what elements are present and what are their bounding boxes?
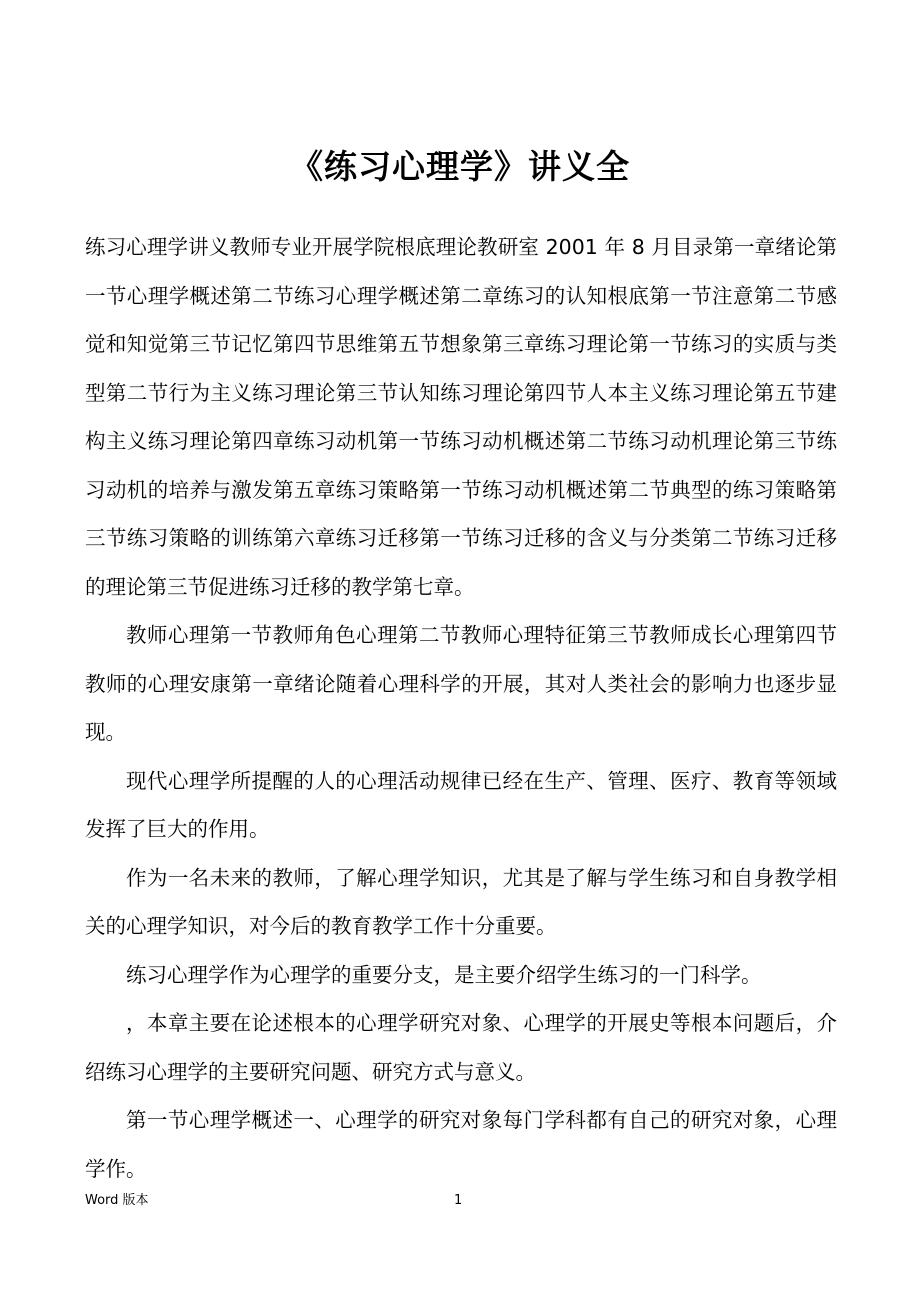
paragraph-3: 现代心理学所提醒的人的心理活动规律已经在生产、管理、医疗、教育等领域发挥了巨大的作用。 [85,768,837,841]
paragraph-5: 练习心理学作为心理学的重要分支，是主要介绍学生练习的一门科学。 [126,962,762,987]
document-title: 《练习心理学》讲义全 [290,147,630,186]
paragraph-2: 教师心理第一节教师角色心理第二节教师心理特征第三节教师成长心理第四节教师的心理安康第一章绪论随着心理科学的开展，其对人类社会的影响力也逐步显现。 [85,623,837,744]
paragraph-6: ，本章主要在论述根本的心理学研究对象、心理学的开展史等根本问题后，介绍练习心理学的主要研究问题、研究方式与意义。 [85,1011,837,1084]
footer-label: Word 版本 [85,1193,149,1208]
paragraph-7: 第一节心理学概述一、心理学的研究对象每门学科都有自己的研究对象，心理学作。 [85,1108,837,1181]
document-body [85,223,837,1193]
footer-page-number: 1 [454,1193,463,1208]
paragraph-4: 作为一名未来的教师，了解心理学知识，尤其是了解与学生练习和自身教学相关的心理学知识，对今后的教育教学工作十分重要。 [85,865,837,938]
paragraph-table-of-contents: 练习心理学讲义教师专业开展学院根底理论教研室 2001 年 8 月目录第一章绪论第一节心理学概述第二节练习心理学概述第二章练习的认知根底第一节注意第二节感觉和知觉第三节记忆第四节思维第五节想象第三章练习理论第一节练习的实质与类型第二节行为主义练习理论第三节认知练习理论第四节人本主义练习理论第五节建构主义练习理论第四章练习动机第一节练习动机概述第二节练习动机理论第三节练习动机的培养与激发第五章练习策略第一节练习动机概述第二节典型的练习策略第三节练习策略的训练第六章练习迁移第一节练习迁移的含义与分类第二节练习迁移的理论第三节促进练习迁移的教学第七章。 [85,235,837,599]
